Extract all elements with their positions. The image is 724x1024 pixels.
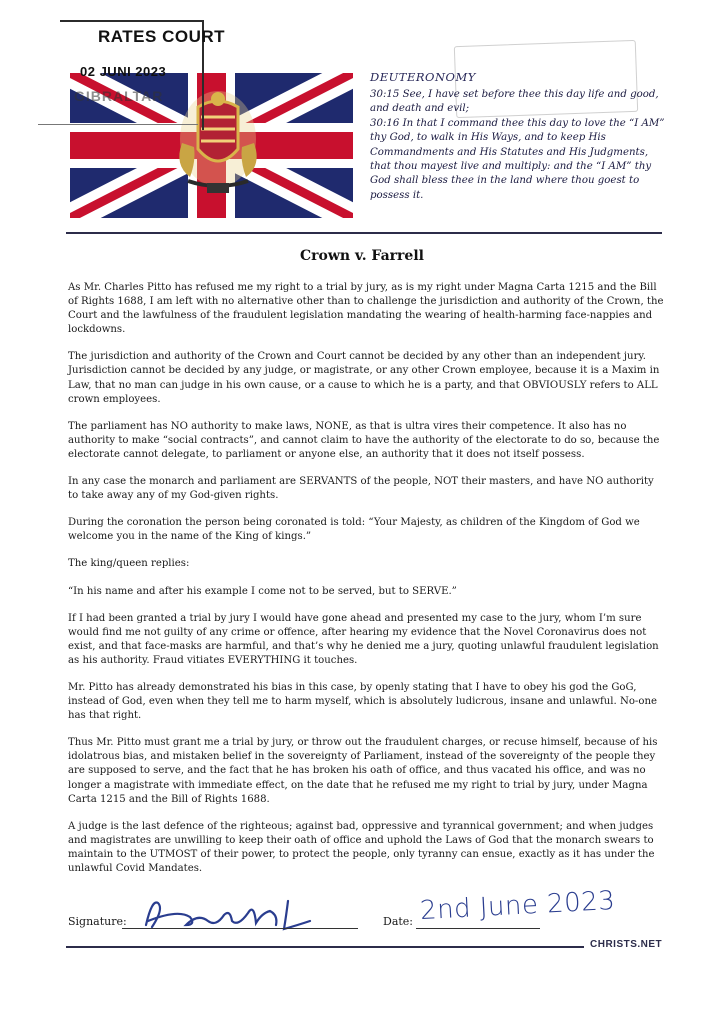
paragraph: The king/queen replies: bbox=[68, 558, 190, 570]
paragraph: As Mr. Charles Pitto has refused me my right to a trial by jury, as is my right under Magna Carta 1215 and the Bill of Rights 1688, I am left with no alternative other than to challenge the jurisdiction and authority of the Crown, the Court and the lawfulness of the fraudulent legislation mandating the wearing of health-harming face-nappies and lockdowns. bbox=[68, 282, 664, 336]
handwritten-date: 2nd June 2023 bbox=[419, 885, 616, 927]
footer-divider bbox=[66, 946, 584, 948]
paragraph: Thus Mr. Pitto must grant me a trial by jury, or throw out the fraudulent charges, or recuse himself, because of his idolatrous bias, and mistaken belief in the sovereignty of Parliament, instead of the sovereignty of the people they are supposed to serve, and the fact that he has broken his oath of office, and thus vacated his office, and was no longer a magistrate with immediate effect, on the date that he refused me my right to trial by jury, under Magna Carta 1215 and the Bill of Rights 1688. bbox=[68, 737, 658, 805]
handwritten-signature bbox=[138, 895, 338, 935]
date-label: Date: bbox=[383, 915, 414, 928]
document-title: Crown v. Farrell bbox=[300, 248, 424, 264]
scripture-book: DEUTERONOMY bbox=[370, 70, 476, 84]
stamp-court-text: RATES COURT bbox=[98, 27, 226, 46]
paragraph: During the coronation the person being coronated is told: “Your Majesty, as children of the Kingdom of God we welcome you in the name of the King of kings.” bbox=[68, 517, 640, 543]
signature-line bbox=[122, 928, 358, 929]
paragraph: If I had been granted a trial by jury I would have gone ahead and presented my case to the jury, whom I’m sure would find me not guilty of any crime or offence, after hearing my evidence that the Novel Coronavirus does not exist, and that face-masks are harmful, and that’s why he denied me a jury, quoting unlawful fraudulent legislation as his authority. Fraud vitiates EVERYTHING it touches. bbox=[68, 612, 659, 666]
scripture-verse-16: 30:16 In that I command thee this day to love the “I AM” thy God, to walk in His Ways, and to keep His Commandments and His Statutes and His Judgments, that thou mayest live and multiply: and the “I AM” thy God shall bless thee in the land where thou goest to possess it. bbox=[370, 117, 665, 201]
stamp-date-text: 02 JUNI 2023 bbox=[80, 64, 167, 79]
header-divider bbox=[66, 232, 662, 234]
paragraph: A judge is the last defence of the righteous; against bad, oppressive and tyrannical government; and when judges and magistrates are unwilling to keep their oath of office and uphold the Laws of God that the monarch swears to maintain to the UTMOST of their power, to protect the people, only tyranny can ensue, exactly as it has under the unlawful Covid Mandates. bbox=[68, 820, 655, 874]
footer-brand: CHRISTS.NET bbox=[590, 939, 663, 950]
date-line bbox=[416, 928, 540, 929]
paragraph: The jurisdiction and authority of the Crown and Court cannot be decided by any other than an independent jury. Jurisdiction cannot be decided by any judge, or magistrate, or any other Crown employee, because it is a Maxim in Law, that no man can judge in his own cause, or a cause to which he is a party, and that OBVIOUSLY refers to ALL crown employees. bbox=[68, 351, 660, 405]
paragraph: In any case the monarch and parliament are SERVANTS of the people, NOT their masters, and have NO authority to take away any of my God-given rights. bbox=[68, 476, 654, 502]
signature-row bbox=[68, 885, 668, 935]
stamp-underline bbox=[38, 124, 198, 125]
paragraph: The parliament has NO authority to make laws, NONE, as that is ultra vires their competence. It also has no authority to make “social contracts”, and cannot claim to have the authority of the electorate to do so, because the electorate cannot delegate, to parliament or anyone else, an authority that it does not itself possess. bbox=[68, 420, 660, 460]
stamp-place-text: GIBRALTAR bbox=[74, 88, 164, 104]
scripture-verse-15: 30:15 See, I have set before thee this day life and good, and death and evil; bbox=[370, 89, 659, 115]
document-body bbox=[68, 281, 664, 889]
paragraph: Mr. Pitto has already demonstrated his bias in this case, by openly stating that I have to obey his god the GoG, instead of God, even when they tell me to harm myself, which is absolutely ludicrous, insane and unlawful. No-one has that right. bbox=[68, 681, 657, 722]
signature-label: Signature: bbox=[68, 915, 127, 928]
paragraph: “In his name and after his example I come not to be served, but to SERVE.” bbox=[68, 585, 457, 597]
scripture-block bbox=[370, 70, 665, 203]
